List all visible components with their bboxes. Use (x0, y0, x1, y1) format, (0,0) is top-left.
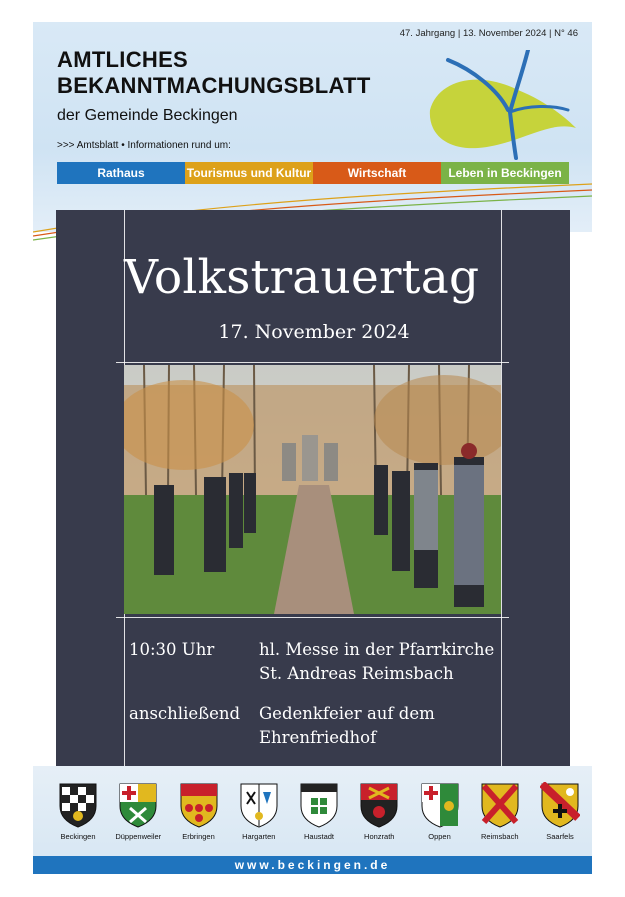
schedule-desc-1-line2: St. Andreas Reimsbach (259, 664, 454, 683)
nav-tourismus-kultur[interactable]: Tourismus und Kultur (185, 162, 313, 184)
coat-of-arms-icon (420, 782, 460, 828)
crest-label: Honzrath (364, 832, 395, 841)
crest-reimsbach[interactable] (471, 782, 529, 841)
masthead-title-line2: BEKANNTMACHUNGSBLATT (57, 73, 371, 98)
crest-label: Reimsbach (480, 832, 519, 841)
issue-info: 47. Jahrgang | 13. November 2024 | N° 46 (399, 28, 578, 39)
crest-label: Haustadt (303, 832, 335, 841)
memorial-ceremony-photo (124, 365, 501, 614)
coat-of-arms-icon (239, 782, 279, 828)
district-crests (49, 782, 589, 841)
poster-frame-line (116, 617, 509, 618)
masthead-title-line1: AMTLICHES (57, 47, 189, 72)
poster-title: Volkstrauertag (124, 250, 480, 305)
crest-oppen[interactable] (411, 782, 469, 841)
coat-of-arms-icon (179, 782, 219, 828)
newsletter-page (33, 22, 592, 874)
poster-frame-line (116, 362, 509, 363)
crest-honzrath[interactable] (350, 782, 408, 841)
schedule-time-2: anschließend (129, 704, 241, 723)
nav-leben-in-beckingen[interactable]: Leben in Beckingen (441, 162, 569, 184)
schedule-desc-2-line2: Ehrenfriedhof (259, 728, 377, 747)
crest-label: Erbringen (182, 832, 215, 841)
tagline: >>> Amtsblatt • Informationen rund um: (57, 140, 231, 151)
coat-of-arms-icon (118, 782, 158, 828)
poster-date: 17. November 2024 (218, 321, 410, 343)
schedule-desc-2-line1: Gedenkfeier auf dem (259, 704, 435, 723)
poster-frame-line (501, 210, 502, 767)
coat-of-arms-icon (480, 782, 520, 828)
event-poster (56, 210, 570, 767)
crest-label: Saarfels (546, 832, 574, 841)
coat-of-arms-icon (58, 782, 98, 828)
nav-rathaus[interactable]: Rathaus (57, 162, 185, 184)
crest-saarfels[interactable] (531, 782, 589, 841)
website-url[interactable]: www.beckingen.de (33, 856, 592, 874)
crest-label: Beckingen (60, 832, 96, 841)
crest-label: Düppenweiler (115, 832, 162, 841)
schedule-desc-1-line1: hl. Messe in der Pfarrkirche (259, 640, 495, 659)
masthead-subtitle: der Gemeinde Beckingen (57, 107, 238, 124)
crest-haustadt[interactable] (290, 782, 348, 841)
coat-of-arms-icon (540, 782, 580, 828)
crest-beckingen[interactable] (49, 782, 107, 841)
municipality-leaf-logo (428, 50, 578, 160)
crest-label: Hargarten (242, 832, 276, 841)
coat-of-arms-icon (359, 782, 399, 828)
nav-wirtschaft[interactable]: Wirtschaft (313, 162, 441, 184)
schedule-time-1: 10:30 Uhr (129, 640, 215, 659)
crest-hargarten[interactable] (230, 782, 288, 841)
crest-erbringen[interactable] (170, 782, 228, 841)
crest-dueppenweiler[interactable] (109, 782, 167, 841)
crest-label: Oppen (428, 832, 451, 841)
coat-of-arms-icon (299, 782, 339, 828)
